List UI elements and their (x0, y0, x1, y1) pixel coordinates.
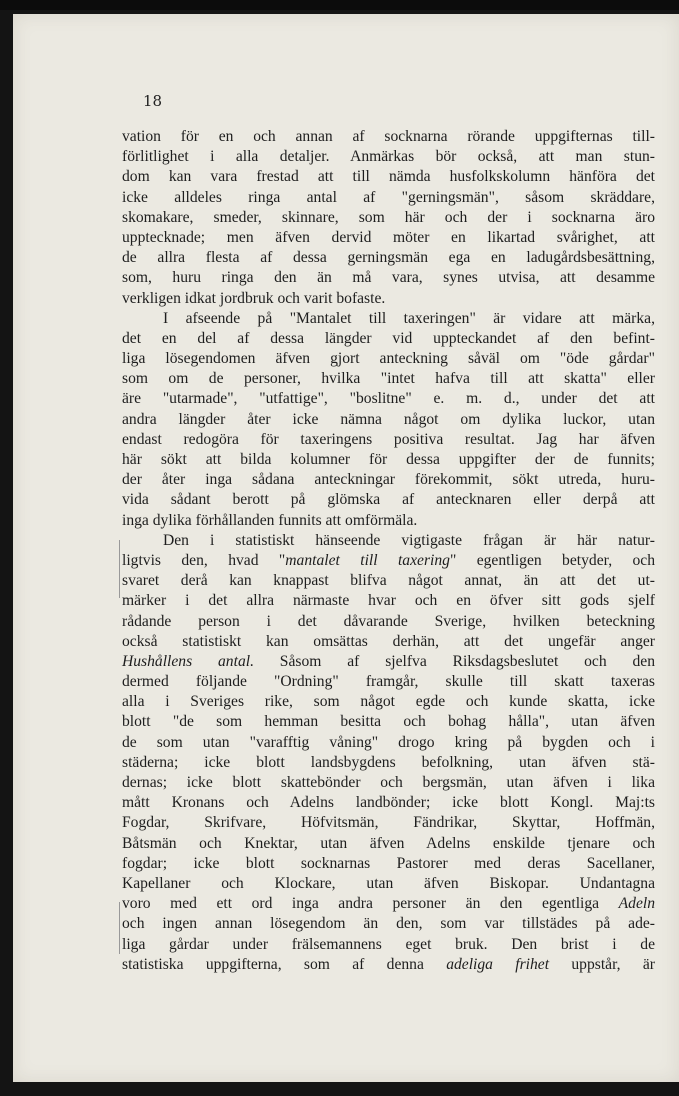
text-line: verkligen idkat jordbruk och varit bofaste. (122, 289, 386, 307)
text-line: voro med ett ord inga andra personer än den egentliga Adeln (122, 895, 655, 913)
scan-top-edge (0, 0, 679, 10)
text-line: de som utan "varafftig våning" drogo kring på bygden och i (122, 733, 655, 751)
text-line: Kapellaner och Klockare, utan äfven Biskopar. Undantagna (122, 874, 655, 892)
text-line: det en del af dessa längder vid uppteckandet af den befint- (122, 329, 655, 347)
text-line: dermed följande "Ordning" framgår, skulle till skatt taxeras (122, 673, 655, 691)
text-line: blott "de som hemman besitta och bohag hålla", utan äfven (122, 713, 655, 731)
text-line: inga dylika förhållanden funnits att omförmäla. (122, 511, 418, 529)
body-text (122, 127, 655, 975)
text-line: andra längder åter icke nämna något om dylika luckor, utan (122, 410, 655, 428)
text-line: Hushållens antal. Såsom af sjelfva Riksdagsbeslutet och den (122, 652, 655, 670)
text-line: Båtsmän och Knektar, utan äfven Adelns enskilde tjenare och (122, 834, 655, 852)
text-line: de allra flesta af dessa gerningsmän ega en ladugårdsbesättning, (122, 249, 655, 267)
text-line: svaret derå kan knappast blifva något annat, än att det ut- (122, 572, 655, 590)
text-line: Fogdar, Skrifvare, Höfvitsmän, Fändrikar, Skyttar, Hoffmän, (122, 814, 655, 832)
text-line: dom kan vara frestad att till nämda husfolkskolumn hänföra det (122, 168, 655, 186)
text-line: dernas; icke blott skattebönder och bergsmän, utan äfven i lika (122, 774, 655, 791)
text-line: som om de personer, hvilka "intet hafva till att skatta" eller (122, 370, 655, 388)
text-line: städerna; icke blott landsbygdens befolkning, utan äfven stä- (122, 753, 655, 771)
text-line: ligtvis den, hvad "mantalet till taxering" egentligen betyder, och (122, 551, 656, 569)
text-line: statistiska uppgifterna, som af denna adeliga frihet uppstår, är (122, 955, 655, 973)
text-line: der åter inga sådana anteckningar förekommit, sökt utreda, huru- (122, 471, 655, 489)
text-line: mått Kronans och Adelns landbönder; icke blott Kongl. Maj:ts (122, 794, 655, 812)
text-line: I afseende på "Mantalet till taxeringen" är vidare att märka, (163, 309, 655, 327)
text-line: skomakare, smeder, skinnare, som här och der i socknarna äro (122, 208, 655, 226)
margin-mark (119, 540, 120, 598)
page-number: 18 (143, 92, 163, 110)
text-line: upptecknade; men äfven dervid möter en likartad svårighet, att (122, 228, 655, 246)
text-line: och ingen annan lösegendom än den, som var tillstädes på ade- (122, 915, 655, 933)
text-line: liga gårdar under frälsemannens eget bruk. Den brist i de (122, 935, 655, 953)
margin-mark (119, 902, 120, 954)
text-line: som, huru ringa den än må vara, synes utvisa, att desamme (122, 269, 655, 287)
text-line: icke alldeles ringa antal af "gerningsmän", såsom skräddare, (122, 188, 655, 206)
text-line: här sökt att bilda kolumner för dessa uppgifter der de funnits; (122, 451, 655, 468)
text-line: endast redogöra för taxeringens positiva resultat. Jag har äfven (122, 430, 655, 448)
text-line: alla i Sveriges rike, som något egde och kunde skatta, icke (122, 693, 655, 711)
text-line: äre "utarmade", "utfattige", "boslitne" e. m. d., under det att (122, 390, 655, 408)
text-line: rådande person i det dåvarande Sverige, hvilken beteckning (122, 612, 655, 630)
text-line: vation för en och annan af socknarna rörande uppgifternas till- (122, 128, 655, 145)
text-line: också statistiskt kan omsättas derhän, att det ungefär anger (122, 632, 655, 650)
text-line: förlitlighet i alla detaljer. Anmärkas bör också, att man stun- (122, 148, 655, 166)
text-line: fogdar; icke blott socknarnas Pastorer med deras Sacellaner, (122, 854, 655, 872)
text-line: Den i statistiskt hänseende vigtigaste frågan är här natur- (163, 531, 655, 549)
text-line: vida sådant berott på glömska af antecknaren eller derpå att (122, 491, 655, 509)
text-line: märker i det allra närmaste hvar och en öfver sitt gods sjelf (122, 592, 655, 610)
text-line: liga lösegendomen äfven gjort anteckning såväl om "öde gårdar" (122, 350, 655, 368)
